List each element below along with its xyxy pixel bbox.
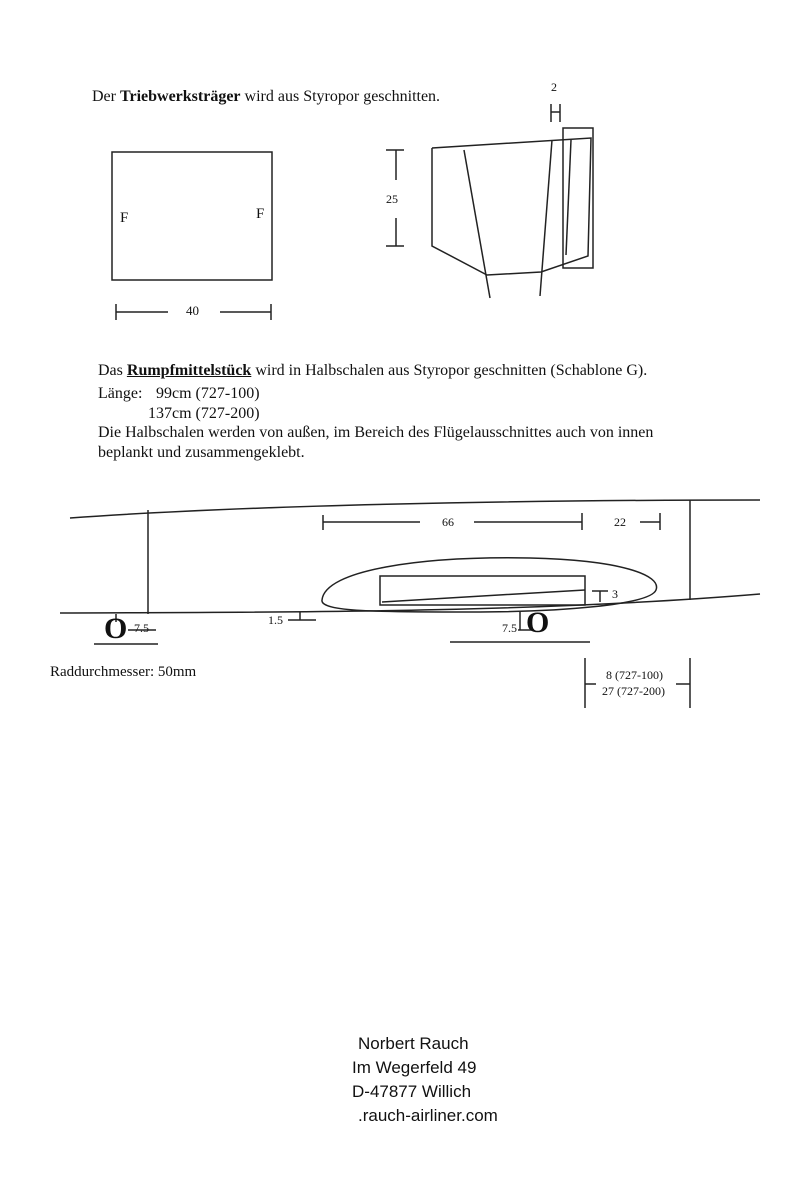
address-name: Norbert Rauch [358,1034,469,1053]
section2-heading [98,362,647,380]
section1-bold: Triebwerksträger [119,88,241,105]
dim-7-5-left: 7.5 [134,621,149,635]
wheel-diameter: Raddurchmesser: 50mm [50,664,197,680]
section2-prefix: Das [98,362,123,379]
dim-7-5-right: 7.5 [502,621,517,635]
length-label: Länge: [98,385,143,402]
dim-thickness-2: 2 [551,80,557,94]
dim-1-5: 1.5 [268,613,283,627]
dim-8: 8 (727-100) [606,668,663,682]
dim-22: 22 [614,515,626,529]
note-line-2: beplankt und zusammengeklebt. [98,444,305,461]
dim-height-25: 25 [386,192,398,206]
wheel-right: O [526,606,550,639]
engine-mount-front-view [112,152,272,280]
engine-mount-side-view [432,138,591,275]
section2-suffix: wird in Halbschalen aus Styropor geschnitten (Schablone G). [255,362,648,379]
section1-prefix: Der [92,88,116,105]
address-city: D-47877 Willich [352,1082,472,1101]
label-f-left: F [120,210,129,226]
dim-66: 66 [442,515,454,529]
address-web: .rauch-airliner.com [358,1106,498,1125]
section1-suffix: wird aus Styropor geschnitten. [244,88,441,105]
section2-bold: Rumpfmittelstück [126,362,252,379]
note-line-1: Die Halbschalen werden von außen, im Bereich des Flügelausschnittes auch von innen [98,424,654,441]
fuselage-bottom-line [60,594,760,613]
dim-3: 3 [612,587,618,601]
address-street: Im Wegerfeld 49 [352,1058,477,1077]
dim-width-40: 40 [186,303,199,318]
dim-27: 27 (727-200) [602,684,665,698]
length-727-100: 99cm (727-100) [156,385,260,402]
fuselage-top-line [70,500,760,518]
length-727-200: 137cm (727-200) [148,405,260,422]
label-f-right: F [256,206,265,222]
address-block [352,1032,498,1128]
wheel-left: O [104,612,128,645]
